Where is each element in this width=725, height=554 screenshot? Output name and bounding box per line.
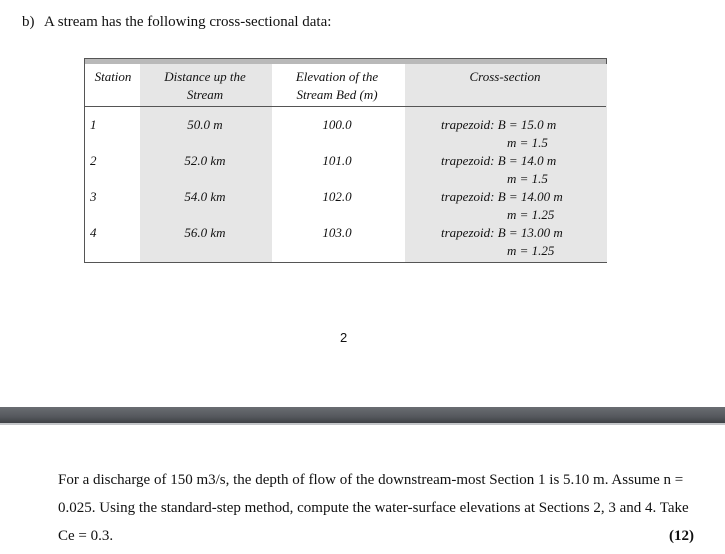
row4-distance: 56.0 km: [184, 225, 226, 240]
problem-statement: [58, 466, 698, 550]
question-heading: [22, 12, 331, 32]
row1-distance: 50.0 m: [187, 117, 223, 132]
row1-cs-shape: trapezoid: B = 15.0 m: [441, 117, 557, 132]
row1-elevation: 100.0: [322, 117, 352, 132]
row4-cross-section: [441, 224, 601, 260]
row2-distance: 52.0 km: [184, 153, 226, 168]
row3-distance: 54.0 km: [184, 189, 226, 204]
problem-text: For a discharge of 150 m3/s, the depth of flow of the downstream-most Section 1 is 5.10 m. Assume n = 0.025. Using the standard-step method, compute the water-surface elevations at Sections 2, 3 and 4. Take Ce = 0.3.: [58, 472, 689, 544]
page-divider-band: [0, 407, 725, 423]
header-distance-line1: Distance up the: [164, 69, 246, 84]
row3-station: 3: [90, 189, 97, 204]
header-station: Station: [94, 69, 132, 84]
row2-elevation: 101.0: [322, 153, 352, 168]
problem-marks: (12): [669, 528, 694, 544]
row3-cross-section: [441, 188, 601, 224]
header-elevation-line1: Elevation of the: [295, 69, 379, 84]
row3-elevation: 102.0: [322, 189, 352, 204]
row4-elevation: 103.0: [322, 225, 352, 240]
question-part-label: b): [22, 14, 35, 30]
row4-cs-slope: m = 1.25: [507, 243, 555, 258]
row1-cross-section: [441, 116, 601, 152]
page-divider-highlight: [0, 423, 725, 425]
row1-cs-slope: m = 1.5: [507, 135, 548, 150]
header-cross-section: Cross-section: [469, 69, 541, 84]
row2-cs-slope: m = 1.5: [507, 171, 548, 186]
question-intro: A stream has the following cross-sectional data:: [44, 14, 332, 30]
header-elevation-line2: Stream Bed (m): [296, 87, 378, 102]
header-distance-line2: Stream: [186, 87, 224, 102]
row3-cs-slope: m = 1.25: [507, 207, 555, 222]
cross-section-table: [84, 58, 607, 263]
row3-cs-shape: trapezoid: B = 14.00 m: [441, 189, 563, 204]
row4-cs-shape: trapezoid: B = 13.00 m: [441, 225, 563, 240]
header-rule: [85, 106, 606, 107]
row4-station: 4: [90, 225, 97, 240]
row1-station: 1: [90, 117, 97, 132]
row2-cs-shape: trapezoid: B = 14.0 m: [441, 153, 557, 168]
row2-station: 2: [90, 153, 97, 168]
page-number: 2: [340, 330, 348, 345]
row2-cross-section: [441, 152, 601, 188]
